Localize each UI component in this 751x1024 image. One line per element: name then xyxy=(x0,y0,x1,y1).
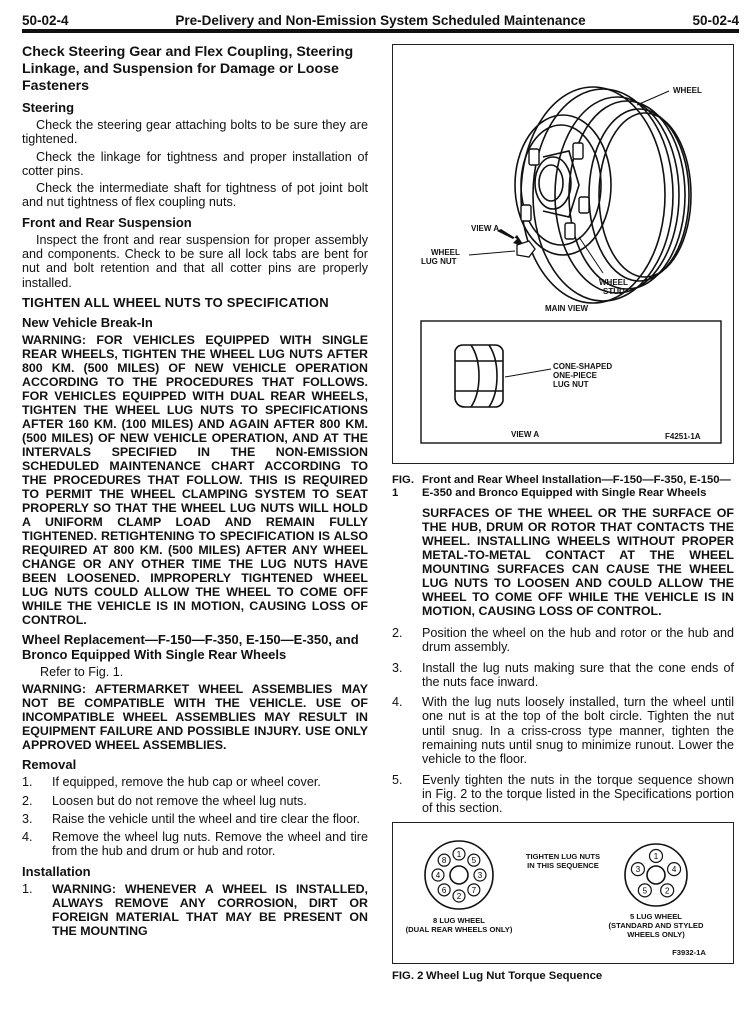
aftermarket-warning: WARNING: AFTERMARKET WHEEL ASSEMBLIES MAY NOT BE COMPATIBLE WITH THE VEHICLE. USE OF INCOMPATIBLE WHEEL ASSEMBLIES MAY RESULT IN EQUIPMENT FAILURE AND POSSIBLE INJURY. USE ONLY APPROVED WHEEL ASSEMBLIES. xyxy=(22,682,368,753)
removal-steps xyxy=(22,775,368,858)
lug-nut-sequence-number: 1 xyxy=(456,849,462,859)
label-wheel-stud-1: WHEEL xyxy=(599,278,628,287)
tighten-heading: TIGHTEN ALL WHEEL NUTS TO SPECIFICATION xyxy=(22,294,329,310)
page-number-left: 50-02-4 xyxy=(22,13,69,28)
break-in-heading: New Vehicle Break-In xyxy=(22,314,153,330)
cone-lug-nut-drawing xyxy=(455,345,503,407)
lug-nut-sequence-number: 7 xyxy=(471,885,477,895)
list-item: 2. Loosen but do not remove the wheel lug nuts. xyxy=(22,793,307,808)
five-lug-label-2: (STANDARD AND STYLED xyxy=(608,920,704,930)
refer-figure: Refer to Fig. 1. xyxy=(40,664,124,679)
label-wheel-lug-nut-2: LUG NUT xyxy=(421,257,457,266)
surfaces-warning: SURFACES OF THE WHEEL OR THE SURFACE OF THE HUB, DRUM OR ROTOR THAT CONTACTS THE WHEEL. INSTALLING WHEELS WITHOUT PROPER METAL-TO-METAL CONTACT AT THE WHEEL MOUNTING SURFACES CAN CAUSE THE WHEEL LUG NUTS TO LOOSEN AND COULD ALLOW THE WHEEL TO COME OFF WHILE THE VEHICLE IS IN MOTION, CAUSING LOSS OF CONTROL. xyxy=(422,506,734,618)
installation-steps xyxy=(22,882,368,938)
lug-nut-sequence-number: 2 xyxy=(664,885,670,895)
lug-nut-sequence-number: 2 xyxy=(456,891,462,901)
list-item: 2. Position the wheel on the hub and rotor or the hub and drum assembly. xyxy=(392,626,734,655)
label-view-a-bottom: VIEW A xyxy=(511,430,540,439)
removal-heading: Removal xyxy=(22,757,77,773)
label-cone-2: ONE-PIECE xyxy=(553,371,598,380)
installation-heading: Installation xyxy=(22,863,91,879)
list-item: 1. If equipped, remove the hub cap or wheel cover. xyxy=(22,775,321,790)
left-column xyxy=(22,44,368,942)
label-cone-3: LUG NUT xyxy=(553,380,589,389)
steering-paragraph-3: Check the intermediate shaft for tightness of pot joint bolt and nut tightness of flex coupling nuts. xyxy=(22,181,368,210)
label-wheel-stud-2: STUD xyxy=(603,287,625,296)
label-cone-1: CONE-SHAPED xyxy=(553,362,613,371)
page-title: Pre-Delivery and Non-Emission System Scheduled Maintenance xyxy=(175,13,586,28)
figure-2-code: F3932-1A xyxy=(672,947,706,957)
label-wheel-lug-nut-1: WHEEL xyxy=(431,248,460,257)
label-view-a: VIEW A xyxy=(471,224,500,233)
suspension-paragraph: Inspect the front and rear suspension for proper assembly and components. Check to be sure all lock tabs are bent for nut and bolt retention and that all cotter pins are properly installed. xyxy=(22,232,368,290)
tighten-label-2: IN THIS SEQUENCE xyxy=(527,860,599,870)
wheel-rim-drawing xyxy=(515,87,691,303)
page-header xyxy=(22,8,739,28)
lug-nut-sequence-number: 6 xyxy=(441,885,447,895)
steering-paragraph-1: Check the steering gear attaching bolts to be sure they are tightened. xyxy=(22,118,368,147)
lug-nut-sequence-number: 4 xyxy=(671,864,677,874)
wheel-replacement-heading: Wheel Replacement—F-150—F-350, E-150—E-350, and Bronco Equipped With Single Rear Wheels xyxy=(22,631,359,662)
eight-lug-nuts xyxy=(432,848,486,902)
list-item: 4. Remove the wheel lug nuts. Remove the wheel and tire from the hub and drum or hub and rotor. xyxy=(22,830,368,859)
torque-sequence-diagram xyxy=(393,823,735,965)
steering-paragraph-2: Check the linkage for tightness and proper installation of cotter pins. xyxy=(22,149,368,178)
list-item: 5. Evenly tighten the nuts in the torque sequence shown in Fig. 2 to the torque listed in the Specifications portion of this section. xyxy=(392,772,734,816)
break-in-warning: WARNING: FOR VEHICLES EQUIPPED WITH SINGLE REAR WHEELS, TIGHTEN THE WHEEL LUG NUTS AFTER 800 KM. (500 MILES) OF NEW VEHICLE OPERATION ACCORDING TO THE PROCEDURES THAT FOLLOWS. FOR VEHICLES EQUIPPED WITH DUAL REAR WHEELS, TIGHTEN THE WHEEL LUG NUTS TO SPECIFICATIONS AFTER 160 KM. (100 MILES) AND AGAIN AFTER 800 KM. (500 MILES) OF NEW VEHICLE OPERATION, AND AT THE INTERVALS SPECIFIED IN THE NON-EMISSION SCHEDULED MAINTENANCE CHART ACCORDING TO THE PROCEDURES THAT FOLLOW. THIS IS REQUIRED TO PERMIT THE WHEEL CLAMPING SYSTEM TO SEAT PROPERLY SO THAT THE WHEEL LUG NUTS WILL HOLD A UNIFORM CLAMP LOAD AND REMAIN FULLY TIGHTENED. RETIGHTENING TO SPECIFICATION IS ALSO REQUIRED AT 800 KM. (500 MILES) AFTER ANY WHEEL CHANGE OR ANY OTHER TIME THE LUG NUTS HAVE BEEN LOOSENED. IMPROPERLY TIGHTENED WHEEL LUG NUTS COULD ALLOW THE WHEEL TO COME OFF WHILE THE VEHICLE IS IN MOTION, CAUSING LOSS OF CONTROL. xyxy=(22,332,368,627)
five-lug-label-3: WHEELS ONLY) xyxy=(627,929,685,939)
figure-2 xyxy=(392,822,734,964)
lug-nut-sequence-number: 5 xyxy=(642,885,648,895)
lug-nut-sequence-number: 1 xyxy=(653,851,659,861)
tighten-label-1: TIGHTEN LUG NUTS xyxy=(525,851,601,861)
lug-nut-sequence-number: 5 xyxy=(471,855,477,865)
eight-lug-label-1: 8 LUG WHEEL xyxy=(433,915,485,925)
figure-1-code: F4251-1A xyxy=(665,432,701,441)
figure-1-caption: FIG. 1 Front and Rear Wheel Installation—F-150—F-350, E-150—E-350 and Bronco Equipped with Single Rear Wheels xyxy=(392,474,731,499)
page-number-right: 50-02-4 xyxy=(692,13,739,28)
figure-2-caption: FIG. 2 Wheel Lug Nut Torque Sequence xyxy=(392,969,603,982)
lug-nut-sequence-number: 4 xyxy=(435,870,441,880)
eight-lug-label-2: (DUAL REAR WHEELS ONLY) xyxy=(405,924,513,934)
suspension-heading: Front and Rear Suspension xyxy=(22,214,192,230)
lug-nut-sequence-number: 8 xyxy=(441,855,447,865)
right-column xyxy=(392,44,734,983)
list-item: 4. With the lug nuts loosely installed, turn the wheel until one nut is at the top of the bolt circle. Tighten the nut until snug. In a criss-cross type manner, tighten the remaining nuts until snug to minimize runout. Lower the vehicle to the floor. xyxy=(392,695,734,767)
installation-steps-continued xyxy=(392,626,734,816)
label-main-view: MAIN VIEW xyxy=(545,304,589,313)
lug-nut-sequence-number: 3 xyxy=(477,870,483,880)
list-item: 3. Raise the vehicle until the wheel and tire clear the floor. xyxy=(22,811,361,826)
list-item: 1. WARNING: WHENEVER A WHEEL IS INSTALLED, ALWAYS REMOVE ANY CORROSION, DIRT OR FOREIGN MATERIAL THAT MAY BE PRESENT ON THE MOUNTING xyxy=(22,881,368,938)
figure-1 xyxy=(392,44,734,464)
five-lug-label-1: 5 LUG WHEEL xyxy=(630,911,682,921)
lug-nut-sequence-number: 3 xyxy=(635,864,641,874)
main-heading: Check Steering Gear and Flex Coupling, Steering Linkage, and Suspension for Damage or Loose Fasteners xyxy=(22,44,354,94)
leader-cone xyxy=(505,369,551,377)
wheel-diagram xyxy=(393,45,735,465)
label-wheel: WHEEL xyxy=(673,86,702,95)
steering-heading: Steering xyxy=(22,100,75,115)
five-lug-nuts xyxy=(631,849,680,896)
list-item: 3. Install the lug nuts making sure that the cone ends of the nuts face inward. xyxy=(392,660,734,689)
header-rule xyxy=(22,29,739,33)
